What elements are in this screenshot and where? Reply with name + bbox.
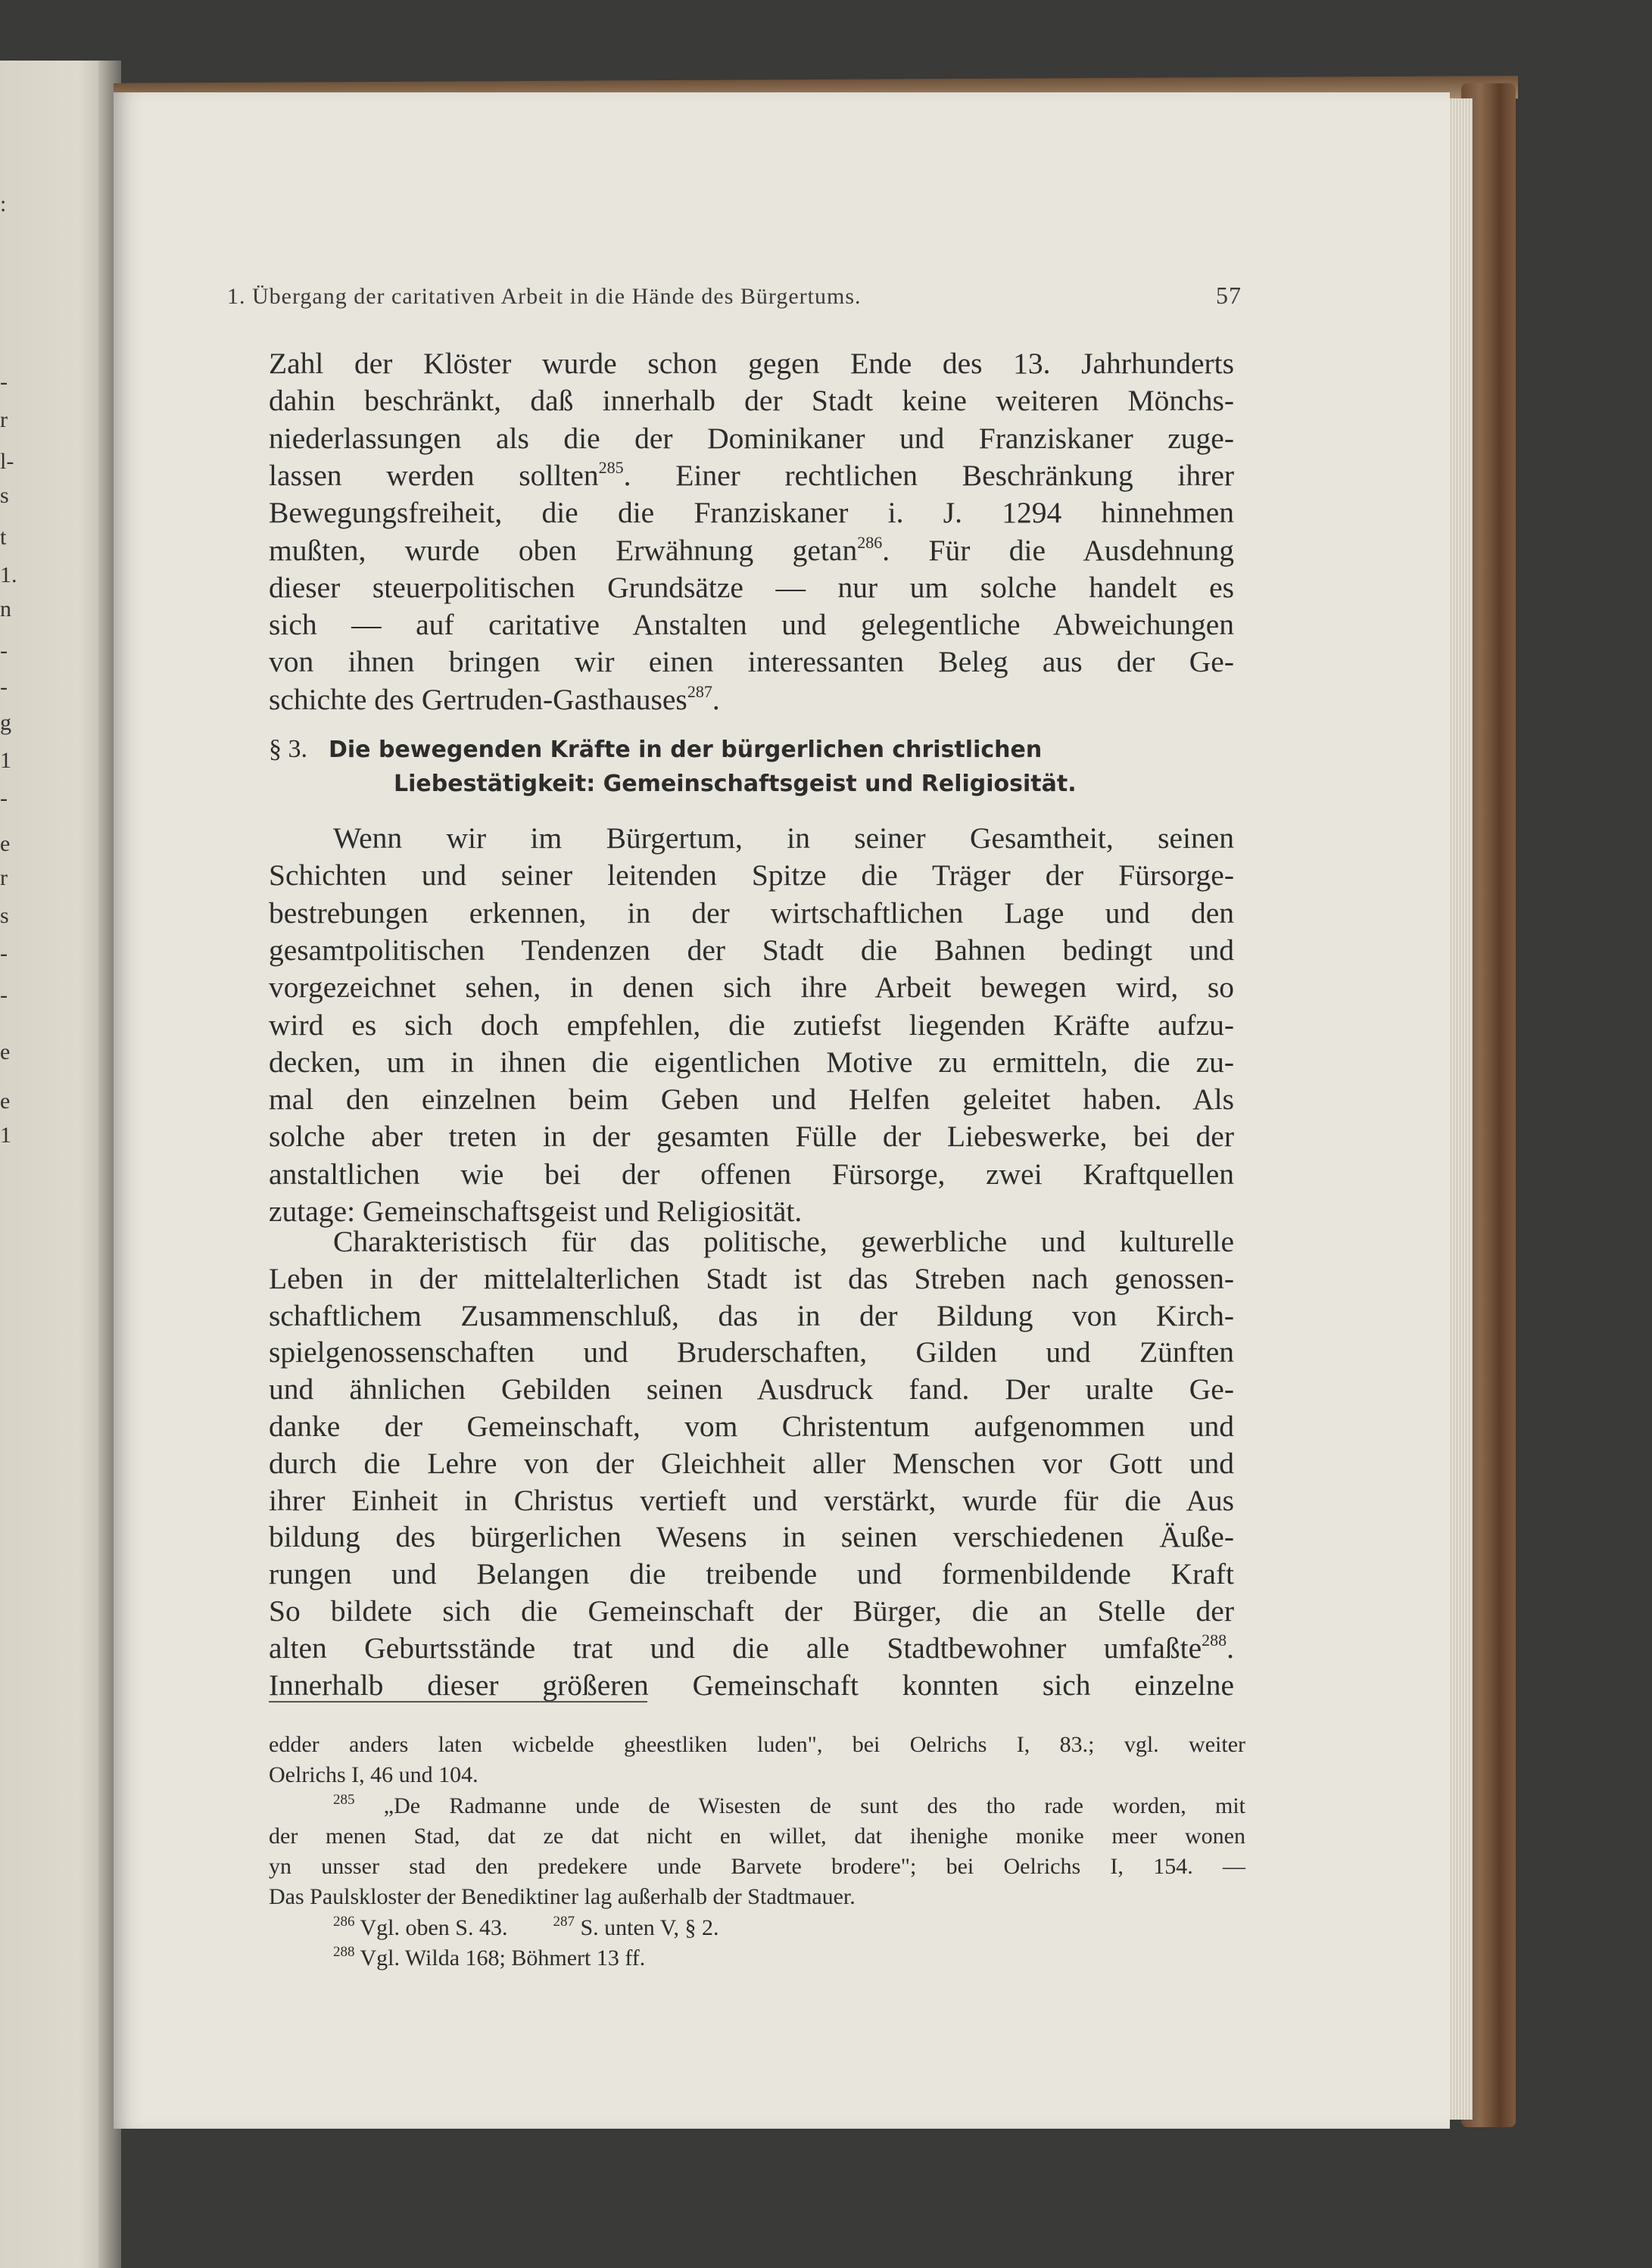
footnote-line: $^{285}$ „De Radmanne unde de Wisesten de sunt des tho rade worden, mit — [333, 1792, 1245, 1818]
left-page-fragment: e — [0, 831, 11, 856]
left-page-fragment: e — [0, 1039, 11, 1064]
running-head — [227, 282, 1242, 312]
footnote-marker: 286 — [857, 532, 883, 552]
section-title-1: Die bewegenden Kräfte in der bürgerlichen christlichen — [329, 737, 1043, 763]
paragraph-2-line: decken, um in ihnen die eigentlichen Motive zu ermitteln, die zu- — [269, 1045, 1234, 1079]
paragraph-1-line: dahin beschränkt, daß innerhalb der Stadt keine weiteren Mönchs- — [269, 384, 1234, 418]
paragraph-1-line: sich — auf caritative Anstalten und gelegentliche Abweichungen — [269, 608, 1234, 642]
footnote-marker: 288 — [1202, 1630, 1227, 1650]
section-heading-line-2 — [394, 767, 1151, 802]
footnote-line: yn unsser stad den predekere unde Barvete brodere"; bei Oelrichs I, 154. — — [269, 1854, 1245, 1879]
paragraph-3-line: Charakteristisch für das politische, gewerbliche und kulturelle — [333, 1225, 1234, 1258]
left-page-fragment: l- — [0, 449, 14, 474]
left-page-fragment: 1 — [0, 748, 11, 773]
paragraph-3-line: ihrer Einheit in Christus vertieft und verstärkt, wurde für die Aus — [269, 1483, 1234, 1517]
footnote-marker: 285 — [598, 457, 624, 477]
page-number: 57 — [1216, 282, 1242, 309]
paragraph-3-line: So bildete sich die Gemeinschaft der Bürger, die an Stelle der — [269, 1594, 1234, 1628]
paragraph-3-line: bildung des bürgerlichen Wesens in seinen verschiedenen Äuße- — [269, 1520, 1234, 1554]
paragraph-1-line: dieser steuerpolitischen Grundsätze — nur um solche handelt es — [269, 570, 1234, 604]
paragraph-3-line: durch die Lehre von der Gleichheit aller Menschen vor Gott und — [269, 1446, 1234, 1480]
left-page-fragment: - — [0, 786, 8, 811]
paragraph-2-line: Schichten und seiner leitenden Spitze die Träger der Fürsorge- — [269, 858, 1234, 893]
paragraph-1-line: niederlassungen als die der Dominikaner und Franziskaner zuge- — [269, 421, 1234, 455]
footnote-rule — [269, 1701, 647, 1703]
running-head-title: 1. Übergang der caritativen Arbeit in die Hände des Bürgertums. — [227, 284, 862, 309]
paragraph-3-line: danke der Gemeinschaft, vom Christentum aufgenommen und — [269, 1410, 1234, 1443]
left-page-fragment: s — [0, 903, 9, 928]
paragraph-1-line: von ihnen bringen wir einen interessanten Beleg aus der Ge- — [269, 645, 1234, 679]
left-page-fragment: - — [0, 674, 8, 699]
paragraph-2-line: bestrebungen erkennen, in der wirtschaftlichen Lage und den — [269, 896, 1234, 930]
left-page-fragment: 1 — [0, 1123, 11, 1148]
footnote-marker: 287 — [687, 681, 712, 701]
left-page-fragment: r — [0, 865, 8, 890]
left-page-fragment: 1. — [0, 562, 17, 587]
paragraph-2-line: gesamtpolitischen Tendenzen der Stadt die Bahnen bedingt und — [269, 933, 1234, 967]
paragraph-2-line: zutage: Gemeinschaftsgeist und Religiosität. — [269, 1195, 803, 1228]
left-page-fragment: n — [0, 597, 11, 622]
paragraph-3-line: spielgenossenschaften und Bruderschaften, Gilden und Zünften — [269, 1335, 1234, 1369]
paragraph-1-line: schichte des Gertruden-Gasthauses$^{287}$. — [269, 681, 720, 716]
paragraph-2-line: vorgezeichnet sehen, in denen sich ihre Arbeit bewegen wird, so — [269, 970, 1234, 1005]
section-heading-line-1 — [269, 732, 1234, 767]
paragraph-2-line: mal den einzelnen beim Geben und Helfen geleitet haben. Als — [269, 1083, 1234, 1117]
left-page-fragment: - — [0, 983, 8, 1008]
paragraph-2-line: solche aber treten in der gesamten Fülle der Liebeswerke, bei der — [269, 1120, 1234, 1154]
paragraph-2-line: anstaltlichen wie bei der offenen Fürsorge, zwei Kraftquellen — [269, 1157, 1234, 1191]
paragraph-3-line: Innerhalb dieser größeren Gemeinschaft konnten sich einzelne — [269, 1668, 1234, 1702]
paragraph-3-line: Leben in der mittelalterlichen Stadt ist das Streben nach genossen- — [269, 1261, 1234, 1295]
paragraph-3-line: und ähnlichen Gebilden seinen Ausdruck fand. Der uralte Ge- — [269, 1372, 1234, 1407]
left-page-fragment: - — [0, 941, 8, 966]
paragraph-3-line: alten Geburtsstände trat und die alle Stadtbewohner umfaßte$^{288}$. — [269, 1630, 1234, 1665]
footnote-number: 287 — [553, 1914, 575, 1930]
left-page-fragment: : — [0, 192, 7, 217]
left-page-fragment: e — [0, 1089, 11, 1114]
paragraph-2-line: Wenn wir im Bürgertum, in seiner Gesamtheit, seinen — [333, 821, 1234, 855]
footnote-number: 286 — [333, 1914, 355, 1930]
section-title-2: Liebestätigkeit: Gemeinschaftsgeist und Religiosität. — [394, 771, 1077, 797]
left-page-fragment: - — [0, 369, 8, 394]
left-page-fragment: s — [0, 483, 9, 508]
paragraph-1-line: mußten, wurde oben Erwähnung getan$^{286}$. Für die Ausdehnung — [269, 532, 1234, 567]
paragraph-3-line: rungen und Belangen die treibende und formenbildende Kraft — [269, 1557, 1234, 1591]
footnote-number: 288 — [333, 1944, 355, 1960]
footnote-line: $^{288}$ Vgl. Wilda 168; Böhmert 13 ff. — [333, 1944, 646, 1970]
left-page-fragment: t — [0, 525, 7, 550]
left-page-fragment: r — [0, 407, 8, 432]
paragraph-1-line: lassen werden sollten$^{285}$. Einer rechtlichen Beschränkung ihrer — [269, 457, 1234, 492]
section-symbol: § 3. — [269, 735, 307, 763]
left-page-fragment: - — [0, 638, 8, 663]
left-page-fragment: g — [0, 710, 11, 735]
footnote-number: 285 — [333, 1792, 355, 1808]
paragraph-1-line: Bewegungsfreiheit, die die Franziskaner i. J. 1294 hinnehmen — [269, 496, 1234, 530]
paragraph-2-line: wird es sich doch empfehlen, die zutiefst liegenden Kräfte aufzu- — [269, 1008, 1234, 1042]
paragraph-1-line: Zahl der Klöster wurde schon gegen Ende des 13. Jahrhunderts — [269, 347, 1234, 380]
footnote-line: der menen Stad, dat ze dat nicht en willet, dat ihenighe monike meer wonen — [269, 1824, 1245, 1849]
footnote-line: Das Paulskloster der Benediktiner lag außerhalb der Stadtmauer. — [269, 1884, 856, 1909]
footnote-line: Oelrichs I, 46 und 104. — [269, 1762, 478, 1787]
footnote-line: edder anders laten wicbelde gheestliken luden", bei Oelrichs I, 83.; vgl. weiter — [269, 1732, 1245, 1757]
paragraph-3-line: schaftlichem Zusammenschluß, das in der Bildung von Kirch- — [269, 1298, 1234, 1332]
footnote-line: $^{286}$ Vgl. oben S. 43. $^{287}$ S. unten V, § 2. — [333, 1914, 719, 1940]
